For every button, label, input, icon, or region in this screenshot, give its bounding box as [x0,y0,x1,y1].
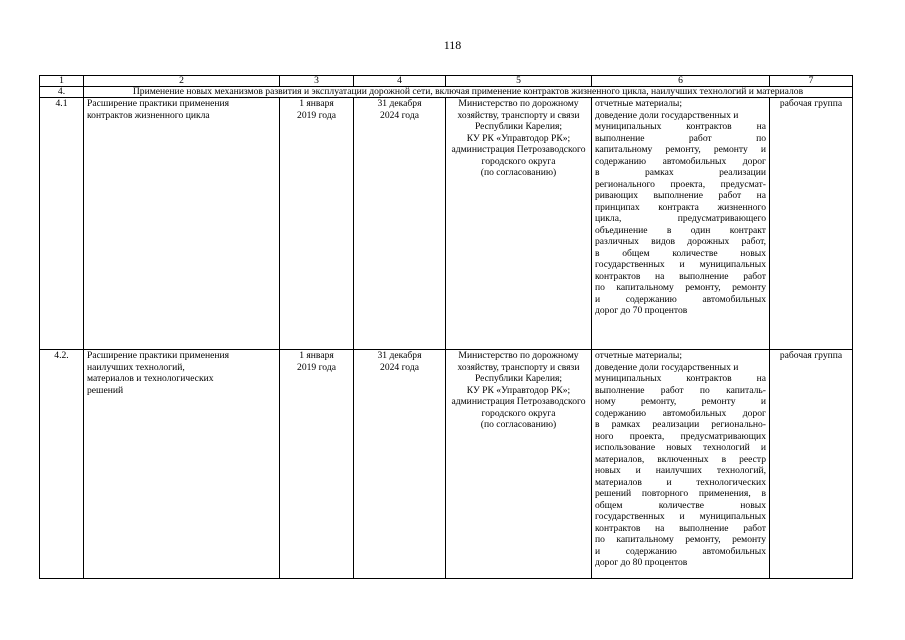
text-line: Министерство по дорожному [458,350,579,361]
text-line: капитальному ремонту, ремонту и [595,144,766,155]
expected-result [592,98,770,350]
measure-name [84,350,280,579]
text-line: в рамках реализации регионально- [595,419,766,430]
text-line: выполнение работ по [595,132,766,144]
responsible: рабочая группа [770,98,853,350]
text-line: администрация Петрозаводского [451,144,586,155]
text-line: хозяйству, транспорту и связи [457,361,580,373]
text-line: 1 января [299,98,334,109]
text-line: общем количестве новых [595,499,766,511]
text-line: дорог до 80 процентов [595,557,688,568]
end-date [354,98,446,350]
text-line: 31 декабря [377,350,422,361]
text-line: Расширение практики применения [87,98,230,109]
text-line: различных видов дорожных работ, [595,236,766,247]
text-line: в общем количестве новых [595,247,766,259]
page-number: 118 [443,38,462,52]
text-line: регионального проекта, предусмат- [595,178,766,190]
text-line: городского округа [481,155,556,167]
text-line: дорог до 70 процентов [595,305,688,316]
text-line: и содержанию автомобильных [595,545,766,557]
text-line: ривающих выполнение работ на [595,190,766,201]
text-line: объединение в один контракт [595,224,766,236]
text-line: 2019 года [297,109,336,121]
text-line: 1 января [299,350,334,361]
text-line: и содержанию автомобильных [595,293,766,305]
start-date [280,350,354,579]
column-number: 2 [84,76,280,87]
column-number: 3 [280,76,354,87]
text-line: по капитальному ремонту, ремонту [595,282,766,293]
executors [446,350,592,579]
text-line: 2024 года [380,109,419,121]
text-line: решений [87,384,124,396]
end-date [354,350,446,579]
text-line: цикла, предусматривающего [595,213,766,224]
text-line: контрактов на выполнение работ [595,270,766,282]
plan-table [39,75,853,579]
text-line: материалов, включенных в реестр [595,453,766,465]
column-number: 1 [40,76,84,87]
text-line: Министерство по дорожному [458,98,579,109]
row-number: 4.2. [40,350,84,579]
text-line: материалов и технологических [595,476,766,488]
executors [446,98,592,350]
section-number: 4. [40,87,84,98]
text-line: доведение доли государственных и [595,361,739,373]
text-line: решений повторного применения, в [595,488,766,499]
text-line: Расширение практики применения [87,350,230,361]
text-line: принципах контракта жизненного [595,201,766,213]
section-title: Применение новых механизмов развития и эксплуатации дорожной сети, включая применение контрактов жизненного цикла, наилучших технологий и материалов [84,87,853,98]
text-line: в рамках реализации [595,167,766,178]
table-row [40,350,853,579]
responsible: рабочая группа [770,350,853,579]
text-line: отчетные материалы; [595,98,683,109]
text-line: 31 декабря [377,98,422,109]
text-line: государственных и муниципальных [595,511,766,522]
text-line: Республики Карелия; [474,373,563,384]
table-row [40,98,853,350]
text-line: содержанию автомобильных дорог [595,155,766,167]
start-date [280,98,354,350]
text-line: хозяйству, транспорту и связи [457,109,580,121]
text-line: новых и наилучших технологий, [595,465,766,476]
section-row [40,87,853,98]
column-number: 4 [354,76,446,87]
text-line: муниципальных контрактов на [595,373,766,384]
text-line: доведение доли государственных и [595,109,739,121]
measure-name [84,98,280,350]
text-line: отчетные материалы; [595,350,683,361]
text-line: (по согласованию) [480,167,557,178]
text-line: (по согласованию) [480,419,557,430]
text-line: ному ремонту, ремонту и [595,396,766,407]
text-line: выполнение работ по капиталь- [595,384,766,396]
text-line: КУ РК «Управтодор РК»; [466,132,571,144]
text-line: наилучших технологий, [87,361,185,373]
column-numbers-row [40,76,853,87]
text-line: контрактов на выполнение работ [595,522,766,534]
text-line: содержанию автомобильных дорог [595,407,766,419]
expected-result [592,350,770,579]
text-line: государственных и муниципальных [595,259,766,270]
column-number: 6 [592,76,770,87]
text-line: Республики Карелия; [474,121,563,132]
text-line: ного проекта, предусматривающих [595,430,766,442]
text-line: КУ РК «Управтодор РК»; [466,384,571,396]
text-line: по капитальному ремонту, ремонту [595,534,766,545]
text-line: муниципальных контрактов на [595,121,766,132]
text-line: 2019 года [297,361,336,373]
text-line: материалов и технологических [87,373,214,384]
text-line: администрация Петрозаводского [451,396,586,407]
text-line: контрактов жизненного цикла [87,109,210,121]
column-number: 7 [770,76,853,87]
row-number: 4.1 [40,98,84,350]
text-line: использование новых технологий и [595,442,766,453]
column-number: 5 [446,76,592,87]
text-line: городского округа [481,407,556,419]
text-line: 2024 года [380,361,419,373]
